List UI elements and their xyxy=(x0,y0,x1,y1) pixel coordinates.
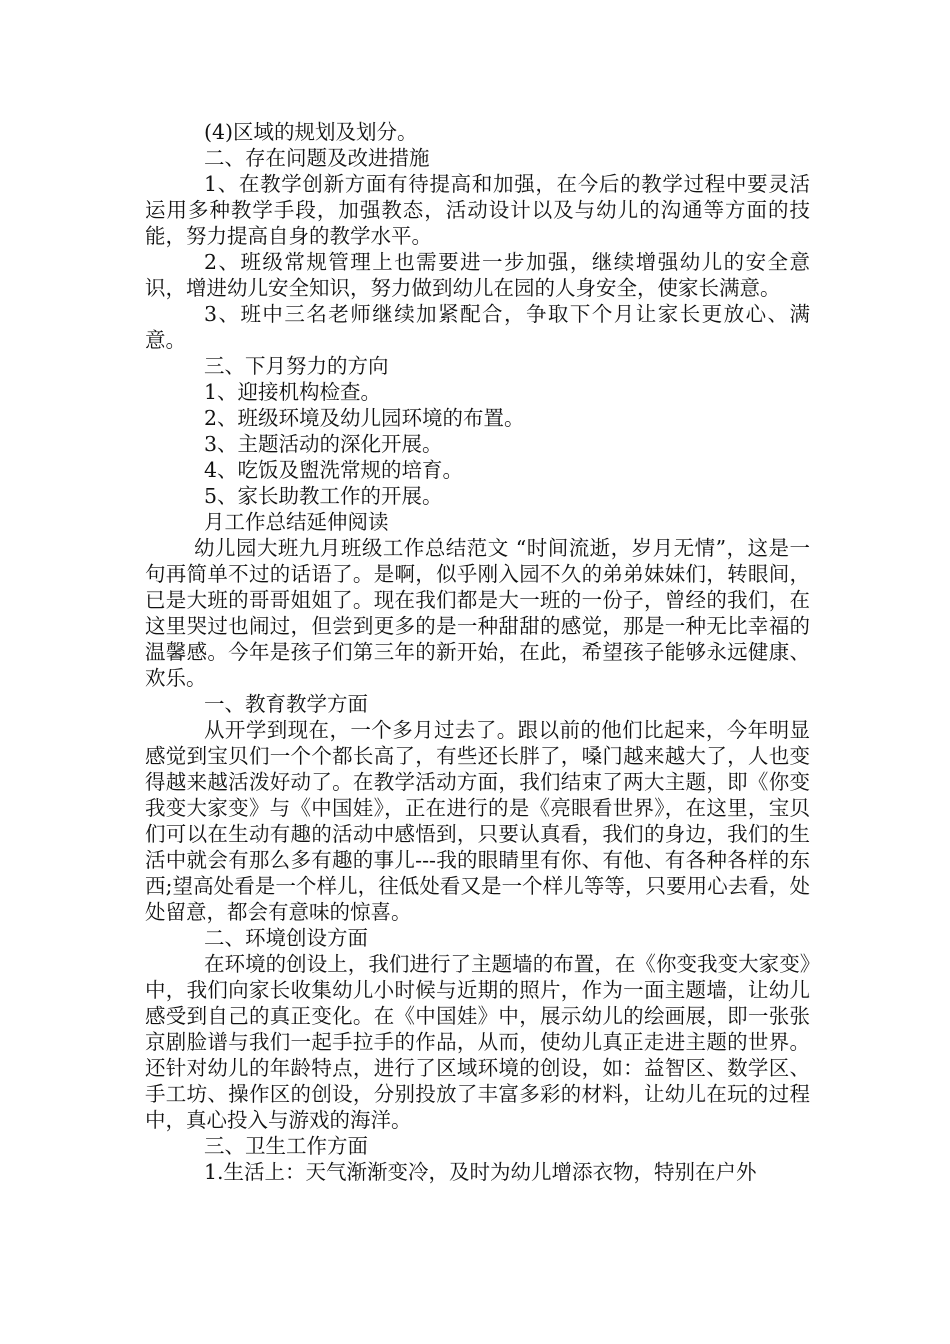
section-heading: 一、教育教学方面 xyxy=(204,692,368,716)
paragraph: 1、在教学创新方面有待提高和加强，在今后的教学过程中要灵活运用多种教学手段，加强教态，活动设计以及与幼儿的沟通等方面的技能，努力提高自身的教学水平。 xyxy=(145,172,810,248)
list-item: 3、主题活动的深化开展。 xyxy=(204,432,443,456)
paragraph: 从开学到现在，一个多月过去了。跟以前的他们比起来，今年明显感觉到宝贝们一个个都长高了，有些还长胖了，嗓门越来越大了，人也变得越来越活泼好动了。在教学活动方面，我们结束了两大主题，即《你变我变大家变》与《中国娃》，正在进行的是《亮眼看世界》，在这里，宝贝们可以在生动有趣的活动中感悟到，只要认真看，我们的身边，我们的生活中就会有那么多有趣的事儿---我的眼睛里有你、有他、有各种各样的东西;望高处看是一个样儿，往低处看又是一个样儿等等，只要用心去看，处处留意，都会有意味的惊喜。 xyxy=(145,718,810,924)
paragraph: (4)区域的规划及划分。 xyxy=(204,120,418,144)
list-item: 2、班级环境及幼儿园环境的布置。 xyxy=(204,406,525,430)
list-item: 1、迎接机构检查。 xyxy=(204,380,382,404)
section-heading: 月工作总结延伸阅读 xyxy=(204,510,389,534)
list-item: 4、吃饭及盥洗常规的培育。 xyxy=(204,458,464,482)
section-heading: 二、存在问题及改进措施 xyxy=(204,146,430,170)
section-heading: 二、环境创设方面 xyxy=(204,926,368,950)
section-heading: 三、卫生工作方面 xyxy=(204,1134,368,1158)
document-page xyxy=(145,119,810,1185)
paragraph: 幼儿园大班九月班级工作总结范文 “时间流逝，岁月无情”，这是一句再简单不过的话语了。是啊，似乎刚入园不久的弟弟妹妹们，转眼间，已是大班的哥哥姐姐了。现在我们都是大一班的一份子，曾经的我们，在这里哭过也闹过，但尝到更多的是一种甜甜的感觉，那是一种无比幸福的温馨感。今年是孩子们第三年的新开始，在此，希望孩子能够永远健康、欢乐。 xyxy=(145,536,810,690)
paragraph: 1.生活上：天气渐渐变冷，及时为幼儿增添衣物，特别在户外 xyxy=(204,1160,757,1184)
paragraph: 在环境的创设上，我们进行了主题墙的布置，在《你变我变大家变》中，我们向家长收集幼儿小时候与近期的照片，作为一面主题墙，让幼儿感受到自己的真正变化。在《中国娃》中，展示幼儿的绘画展，即一张张京剧脸谱与我们一起手拉手的作品，从而，使幼儿真正走进主题的世界。还针对幼儿的年龄特点，进行了区域环境的创设，如：益智区、数学区、手工坊、操作区的创设，分别投放了丰富多彩的材料，让幼儿在玩的过程中，真心投入与游戏的海洋。 xyxy=(145,952,810,1132)
section-heading: 三、下月努力的方向 xyxy=(204,354,389,378)
list-item: 5、家长助教工作的开展。 xyxy=(204,484,443,508)
paragraph: 3、班中三名老师继续加紧配合，争取下个月让家长更放心、满意。 xyxy=(145,302,810,352)
paragraph: 2、班级常规管理上也需要进一步加强，继续增强幼儿的安全意识，增进幼儿安全知识，努力做到幼儿在园的人身安全，使家长满意。 xyxy=(145,250,810,300)
